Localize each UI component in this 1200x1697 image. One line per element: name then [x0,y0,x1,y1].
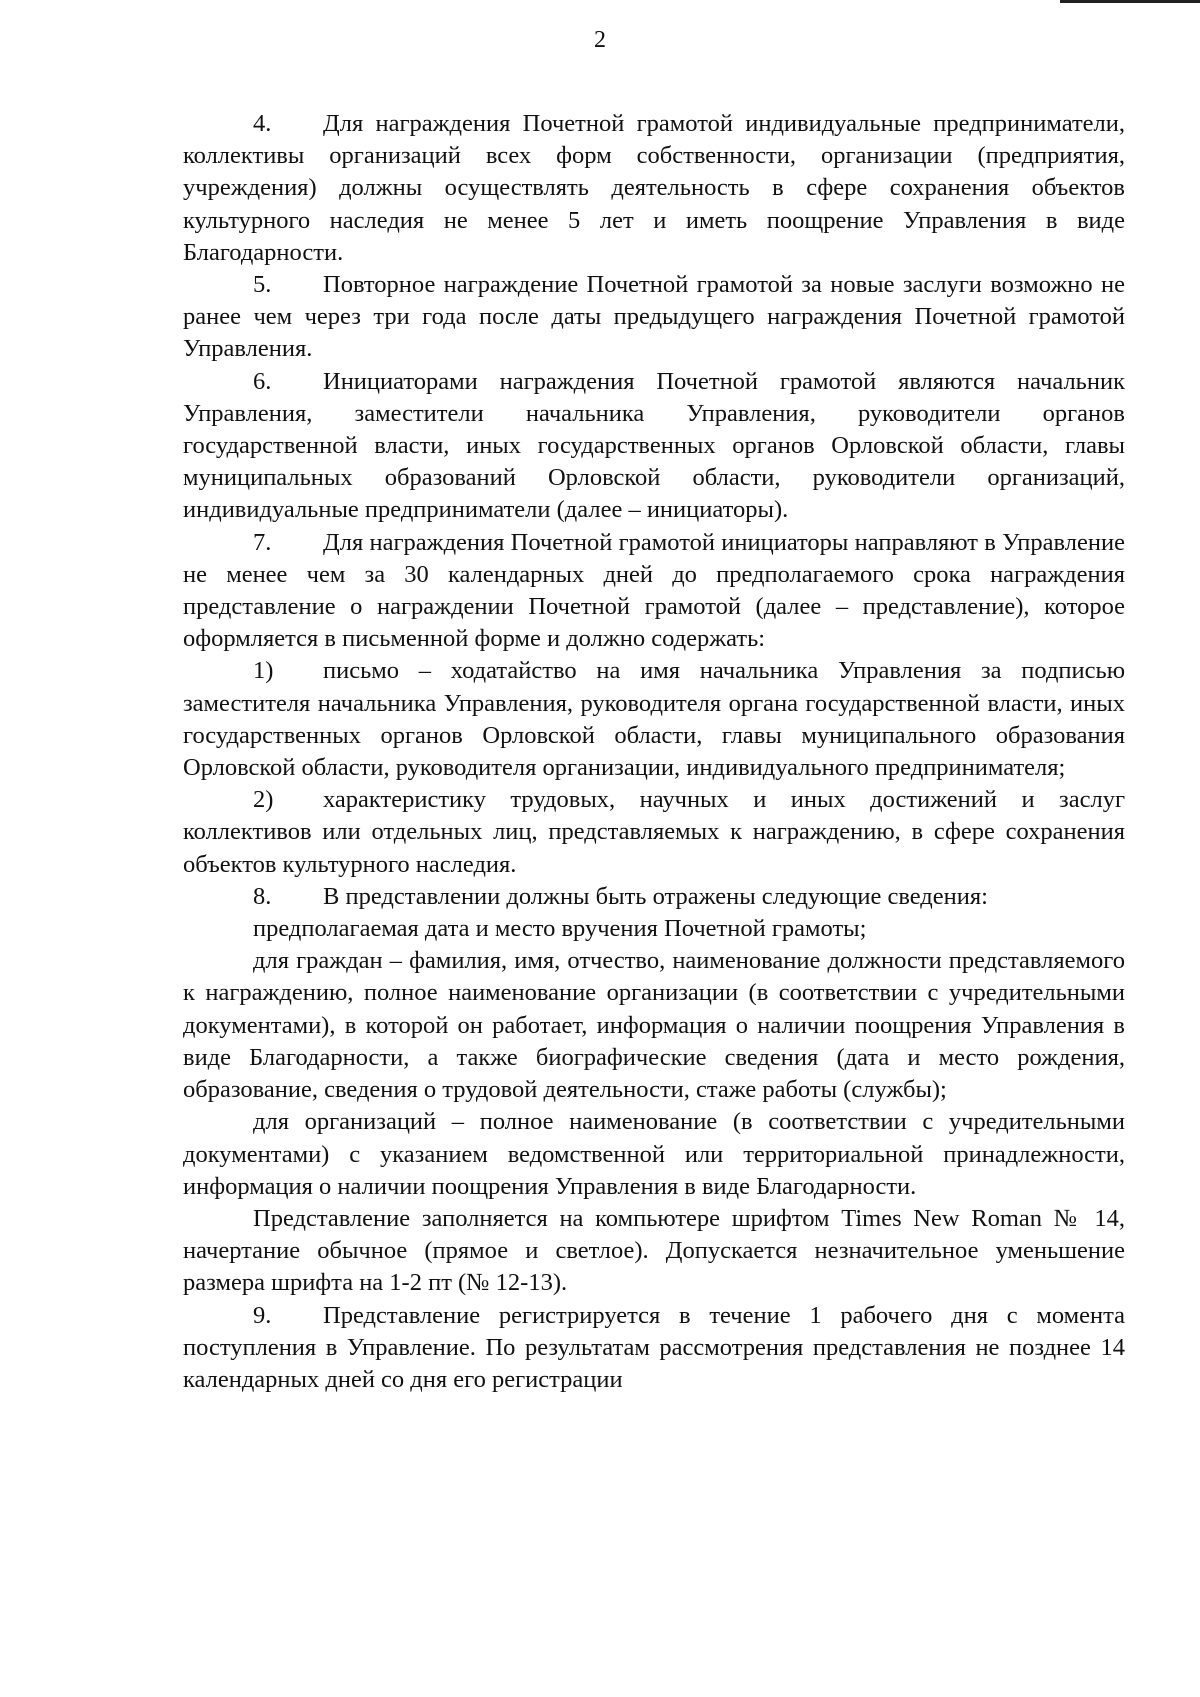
paragraph-text: Для награждения Почетной грамотой индивидуальные предприниматели, коллективы организаций всех форм собственности, организации (предприятия, учреждения) должны осуществлять деятельность в сфере сохранения объектов культурного наследия не менее 5 лет и иметь поощрение Управления в виде Благодарности. [183,110,1125,266]
requirement-date-place [183,913,1125,945]
subitem-1 [183,655,1125,784]
paragraph-item-7 [183,527,1125,656]
paragraph-text: предполагаемая дата и место вручения Почетной грамоты; [253,915,867,943]
paragraph-text: Повторное награждение Почетной грамотой за новые заслуги возможно не ранее чем через три года после даты предыдущего награждения Почетной грамотой Управления. [183,271,1125,363]
paragraph-item-5 [183,269,1125,366]
paragraph-text: для граждан – фамилия, имя, отчество, наименование должности представляемого к награждению, полное наименование организации (в соответствии с учредительными документами), в которой он работает, информация о наличии поощрения Управления в виде Благодарности, а также биографические сведения (дата и место рождения, образование, сведения о трудовой деятельности, стаже работы (службы); [183,947,1125,1104]
paragraph-item-4 [183,108,1125,269]
paragraph-number: 7. [253,528,272,556]
subitem-number: 2) [253,786,274,814]
requirement-citizens [183,945,1125,1106]
requirement-organizations [183,1106,1125,1203]
paragraph-number: 6. [253,367,272,395]
paragraph-text: В представлении должны быть отражены следующие сведения: [323,882,988,910]
paragraph-text: Для награждения Почетной грамотой инициаторы направляют в Управление не менее чем за 30 календарных дней до предполагаемого срока награждения представление о награждении Почетной грамотой (далее – представление), которое оформляется в письменной форме и должно содержать: [183,528,1125,653]
document-body [183,108,1125,1396]
paragraph-item-6 [183,366,1125,527]
paragraph-number: 4. [253,110,272,137]
paragraph-number: 5. [253,271,272,299]
paragraph-number: 9. [253,1301,272,1329]
paragraph-text: Представление регистрируется в течение 1 рабочего дня с момента поступления в Управление. По результатам рассмотрения представления не позднее 14 календарных дней со дня его регистрации [183,1301,1125,1393]
paragraph-item-9 [183,1300,1125,1397]
page-number: 2 [594,27,606,53]
paragraph-text: Инициаторами награждения Почетной грамотой являются начальник Управления, заместители начальника Управления, руководители органов государственной власти, иных государственных органов Орловской области, главы муниципальных образований Орловской области, руководители организаций, индивидуальные предприниматели (далее – инициаторы). [183,367,1125,524]
paragraph-item-8 [183,881,1125,913]
subitem-text: характеристику трудовых, научных и иных достижений и заслуг коллективов или отдельных лиц, представляемых к награждению, в сфере сохранения объектов культурного наследия. [183,786,1125,878]
subitem-text: письмо – ходатайство на имя начальника Управления за подписью заместителя начальника Управления, руководителя органа государственной власти, иных государственных органов Орловской области, главы муниципального образования Орловской области, руководителя организации, индивидуального предпринимателя; [183,657,1125,782]
subitem-number: 1) [253,657,274,685]
paragraph-text: для организаций – полное наименование (в соответствии с учредительными документами) с указанием ведомственной или территориальной принадлежности, информация о наличии поощрения Управления в виде Благодарности. [183,1108,1125,1200]
paragraph-number: 8. [253,882,272,910]
subitem-2 [183,784,1125,881]
scan-edge-mark [1060,0,1200,3]
formatting-note [183,1203,1125,1300]
paragraph-text: Представление заполняется на компьютере шрифтом Times New Roman № 14, начертание обычное (прямое и светлое). Допускается незначительное уменьшение размера шрифта на 1-2 пт (№ 12-13). [183,1204,1125,1297]
